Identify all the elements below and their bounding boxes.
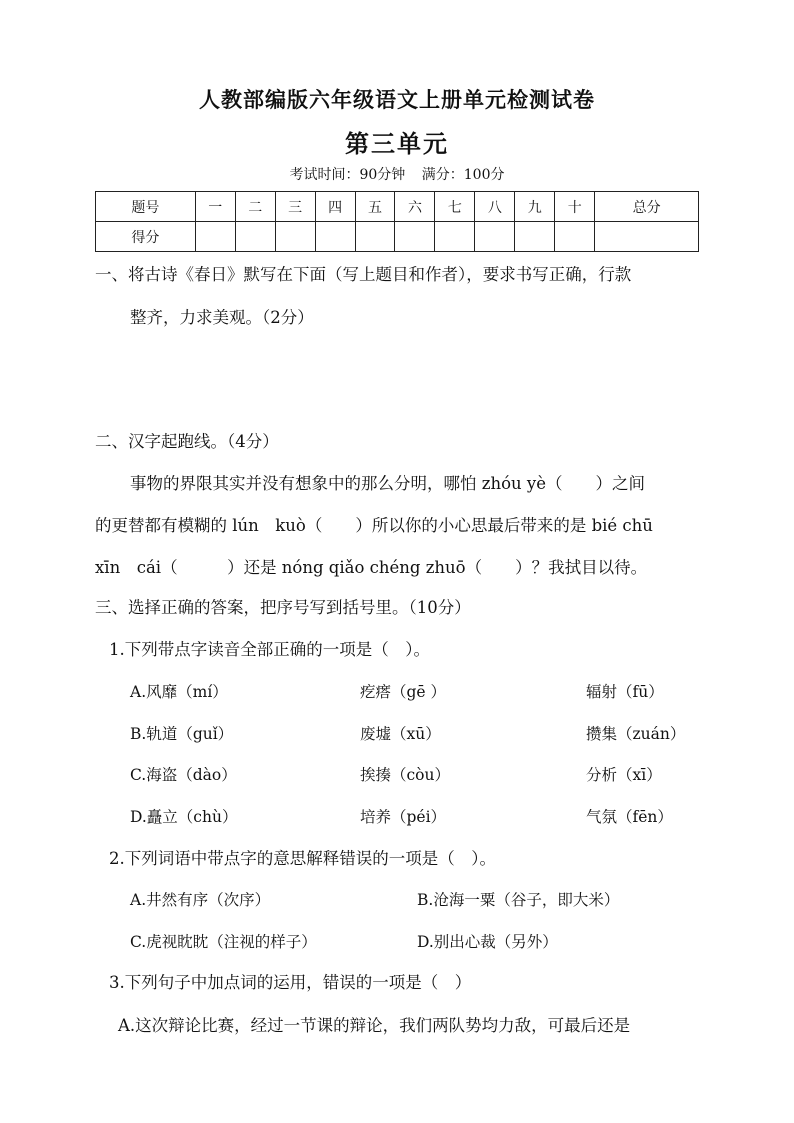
score-table: [95, 191, 699, 252]
q1-stem: 1.下列带点字读音全部正确的一项是（ ）。: [109, 640, 430, 659]
q1-option: 分析（xī）: [586, 766, 662, 784]
score-entry-cell[interactable]: [515, 222, 555, 252]
score-entry-cell[interactable]: [275, 222, 315, 252]
section1-line1: 一、将古诗《春日》默写在下面（写上题目和作者），要求书写正确，行款: [95, 265, 632, 284]
q2-option[interactable]: B.沧海一粟（谷子，即大米）: [417, 891, 620, 909]
section2-line1: 事物的界限其实并没有想象中的那么分明，哪怕 zhóu yè（ ）之间: [130, 474, 645, 493]
q1-option[interactable]: D.矗立（chù）: [130, 808, 238, 826]
q1-option: 废墟（xū）: [360, 725, 441, 743]
q1-option[interactable]: A.风靡（mí）: [130, 683, 228, 701]
score-entry-cell[interactable]: [195, 222, 235, 252]
section2-line2: 的更替都有模糊的 lún kuò（ ）所以你的小心思最后带来的是 bié chū: [95, 516, 653, 535]
q2-option[interactable]: A.井然有序（次序）: [130, 891, 271, 909]
full-score: 满分：100分: [421, 167, 505, 183]
score-entry-cell[interactable]: [435, 222, 475, 252]
score-entry-cell[interactable]: [555, 222, 595, 252]
score-table-header-row: [96, 192, 699, 222]
score-table-cell: 二: [235, 192, 275, 222]
score-entry-cell[interactable]: [475, 222, 515, 252]
score-row-label: 得分: [96, 222, 196, 252]
score-entry-cell[interactable]: [235, 222, 275, 252]
score-entry-cell[interactable]: [315, 222, 355, 252]
q1-option[interactable]: C.海盗（dào）: [130, 766, 237, 784]
score-table-cell: 四: [315, 192, 355, 222]
section3-heading: 三、选择正确的答案，把序号写到括号里。（10分）: [95, 598, 471, 617]
exam-meta: [0, 164, 794, 184]
exam-time: 考试时间：90分钟: [289, 167, 406, 183]
q1-option: 攒集（zuán）: [586, 725, 686, 743]
score-table-score-row: [96, 222, 699, 252]
unit-subtitle: 第三单元: [345, 129, 449, 158]
score-table-cell: 十: [555, 192, 595, 222]
score-entry-cell[interactable]: [355, 222, 395, 252]
q2-option[interactable]: C.虎视眈眈（注视的样子）: [130, 933, 317, 951]
score-table-cell: 八: [475, 192, 515, 222]
score-entry-cell[interactable]: [395, 222, 435, 252]
q1-option: 疙瘩（gē ）: [360, 683, 447, 701]
total-score-cell[interactable]: [595, 222, 699, 252]
section2-heading: 二、汉字起跑线。（4分）: [95, 432, 279, 451]
score-table-cell: 一: [195, 192, 235, 222]
score-table-cell: 六: [395, 192, 435, 222]
q1-option: 培养（péi）: [360, 808, 447, 826]
q3-option-a[interactable]: A.这次辩论比赛，经过一节课的辩论，我们两队势均力敌，可最后还是: [118, 1016, 631, 1035]
section2-line3: xīn cái（ ）还是 nóng qiǎo chéng zhuō（ ）？我拭目以待。: [95, 558, 648, 577]
q1-option[interactable]: B.轨道（guǐ）: [130, 725, 234, 743]
score-table-cell: 题号: [96, 192, 196, 222]
poem-answer-area[interactable]: [95, 345, 710, 415]
exam-title: 人教部编版六年级语文上册单元检测试卷: [199, 87, 595, 112]
score-table-cell: 总分: [595, 192, 699, 222]
q1-option: 挨揍（còu）: [360, 766, 450, 784]
score-table-cell: 九: [515, 192, 555, 222]
q2-option[interactable]: D.别出心裁（另外）: [417, 933, 558, 951]
section1-line2: 整齐，力求美观。（2分）: [130, 308, 314, 327]
q1-option: 气氛（fēn）: [586, 808, 673, 826]
q3-stem: 3.下列句子中加点词的运用，错误的一项是（ ）: [109, 973, 472, 992]
score-table-cell: 三: [275, 192, 315, 222]
score-table-cell: 五: [355, 192, 395, 222]
score-table-cell: 七: [435, 192, 475, 222]
q1-option: 辐射（fū）: [586, 683, 664, 701]
q2-stem: 2.下列词语中带点字的意思解释错误的一项是（ ）。: [109, 849, 496, 868]
